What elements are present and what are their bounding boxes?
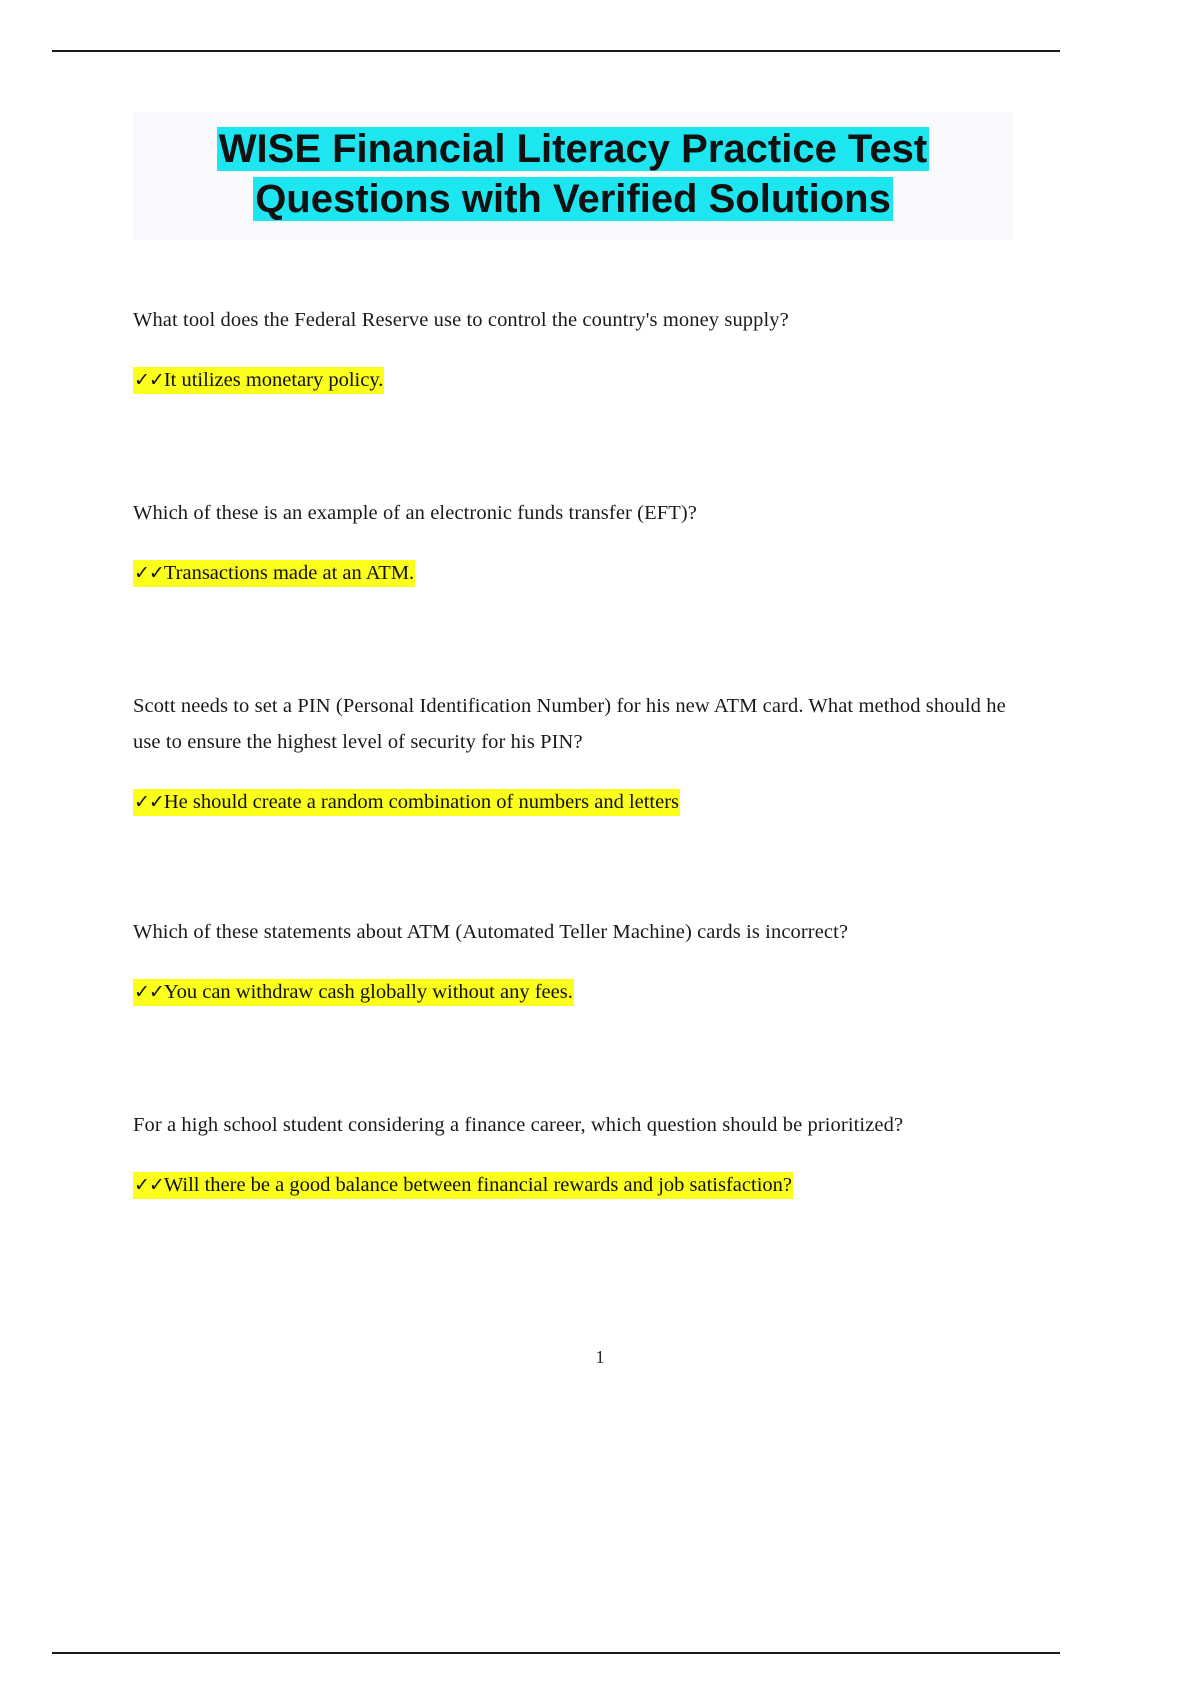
qa-item-3 [133,688,1013,817]
answer-row [133,365,1013,395]
document-content [133,112,1013,1221]
title-line-2-text: Questions with Verified Solutions [255,177,891,221]
page-number: 1 [595,1347,605,1367]
answer-text: Will there be a good balance between financial rewards and job satisfaction? [163,1174,792,1196]
check-marks-icon: ✓✓ [134,369,164,391]
question-text: Which of these is an example of an electronic funds transfer (EFT)? [133,502,697,524]
answer-text: It utilizes monetary policy. [163,369,384,391]
check-marks-icon: ✓✓ [134,981,164,1003]
qa-item-4 [133,914,1013,1007]
title-line-1 [133,124,1013,174]
answer-row [133,558,1013,588]
qa-item-5 [133,1107,1013,1200]
check-marks-icon: ✓✓ [134,791,164,813]
answer-text: Transactions made at an ATM. [163,562,415,584]
answer-text: He should create a random combination of numbers and letters [163,791,680,813]
answer-highlight [133,560,415,587]
question-text: What tool does the Federal Reserve use to control the country's money supply? [133,309,789,331]
qa-item-2 [133,495,1013,588]
answer-row [133,977,1013,1007]
title-line-2 [133,174,1013,224]
qa-item-1 [133,302,1013,395]
answer-text: You can withdraw cash globally without any fees. [163,981,573,1003]
question-text: Scott needs to set a PIN (Personal Identification Number) for his new ATM card. What method should he use to ensure the highest level of security for his PIN? [133,695,1006,753]
answer-highlight [133,979,574,1006]
question-text: Which of these statements about ATM (Automated Teller Machine) cards is incorrect? [133,921,849,943]
answer-highlight [133,367,384,394]
check-marks-icon: ✓✓ [134,1174,164,1196]
footer-rule [52,1652,1060,1654]
answer-highlight [133,789,680,816]
title-line-1-text: WISE Financial Literacy Practice Test [218,127,928,171]
question-text: For a high school student considering a finance career, which question should be prioritized? [133,1114,904,1136]
page-title [133,112,1013,240]
answer-row [133,1170,1013,1200]
check-marks-icon: ✓✓ [134,562,164,584]
header-rule [52,50,1060,52]
answer-row [133,787,1013,817]
answer-highlight [133,1172,793,1199]
